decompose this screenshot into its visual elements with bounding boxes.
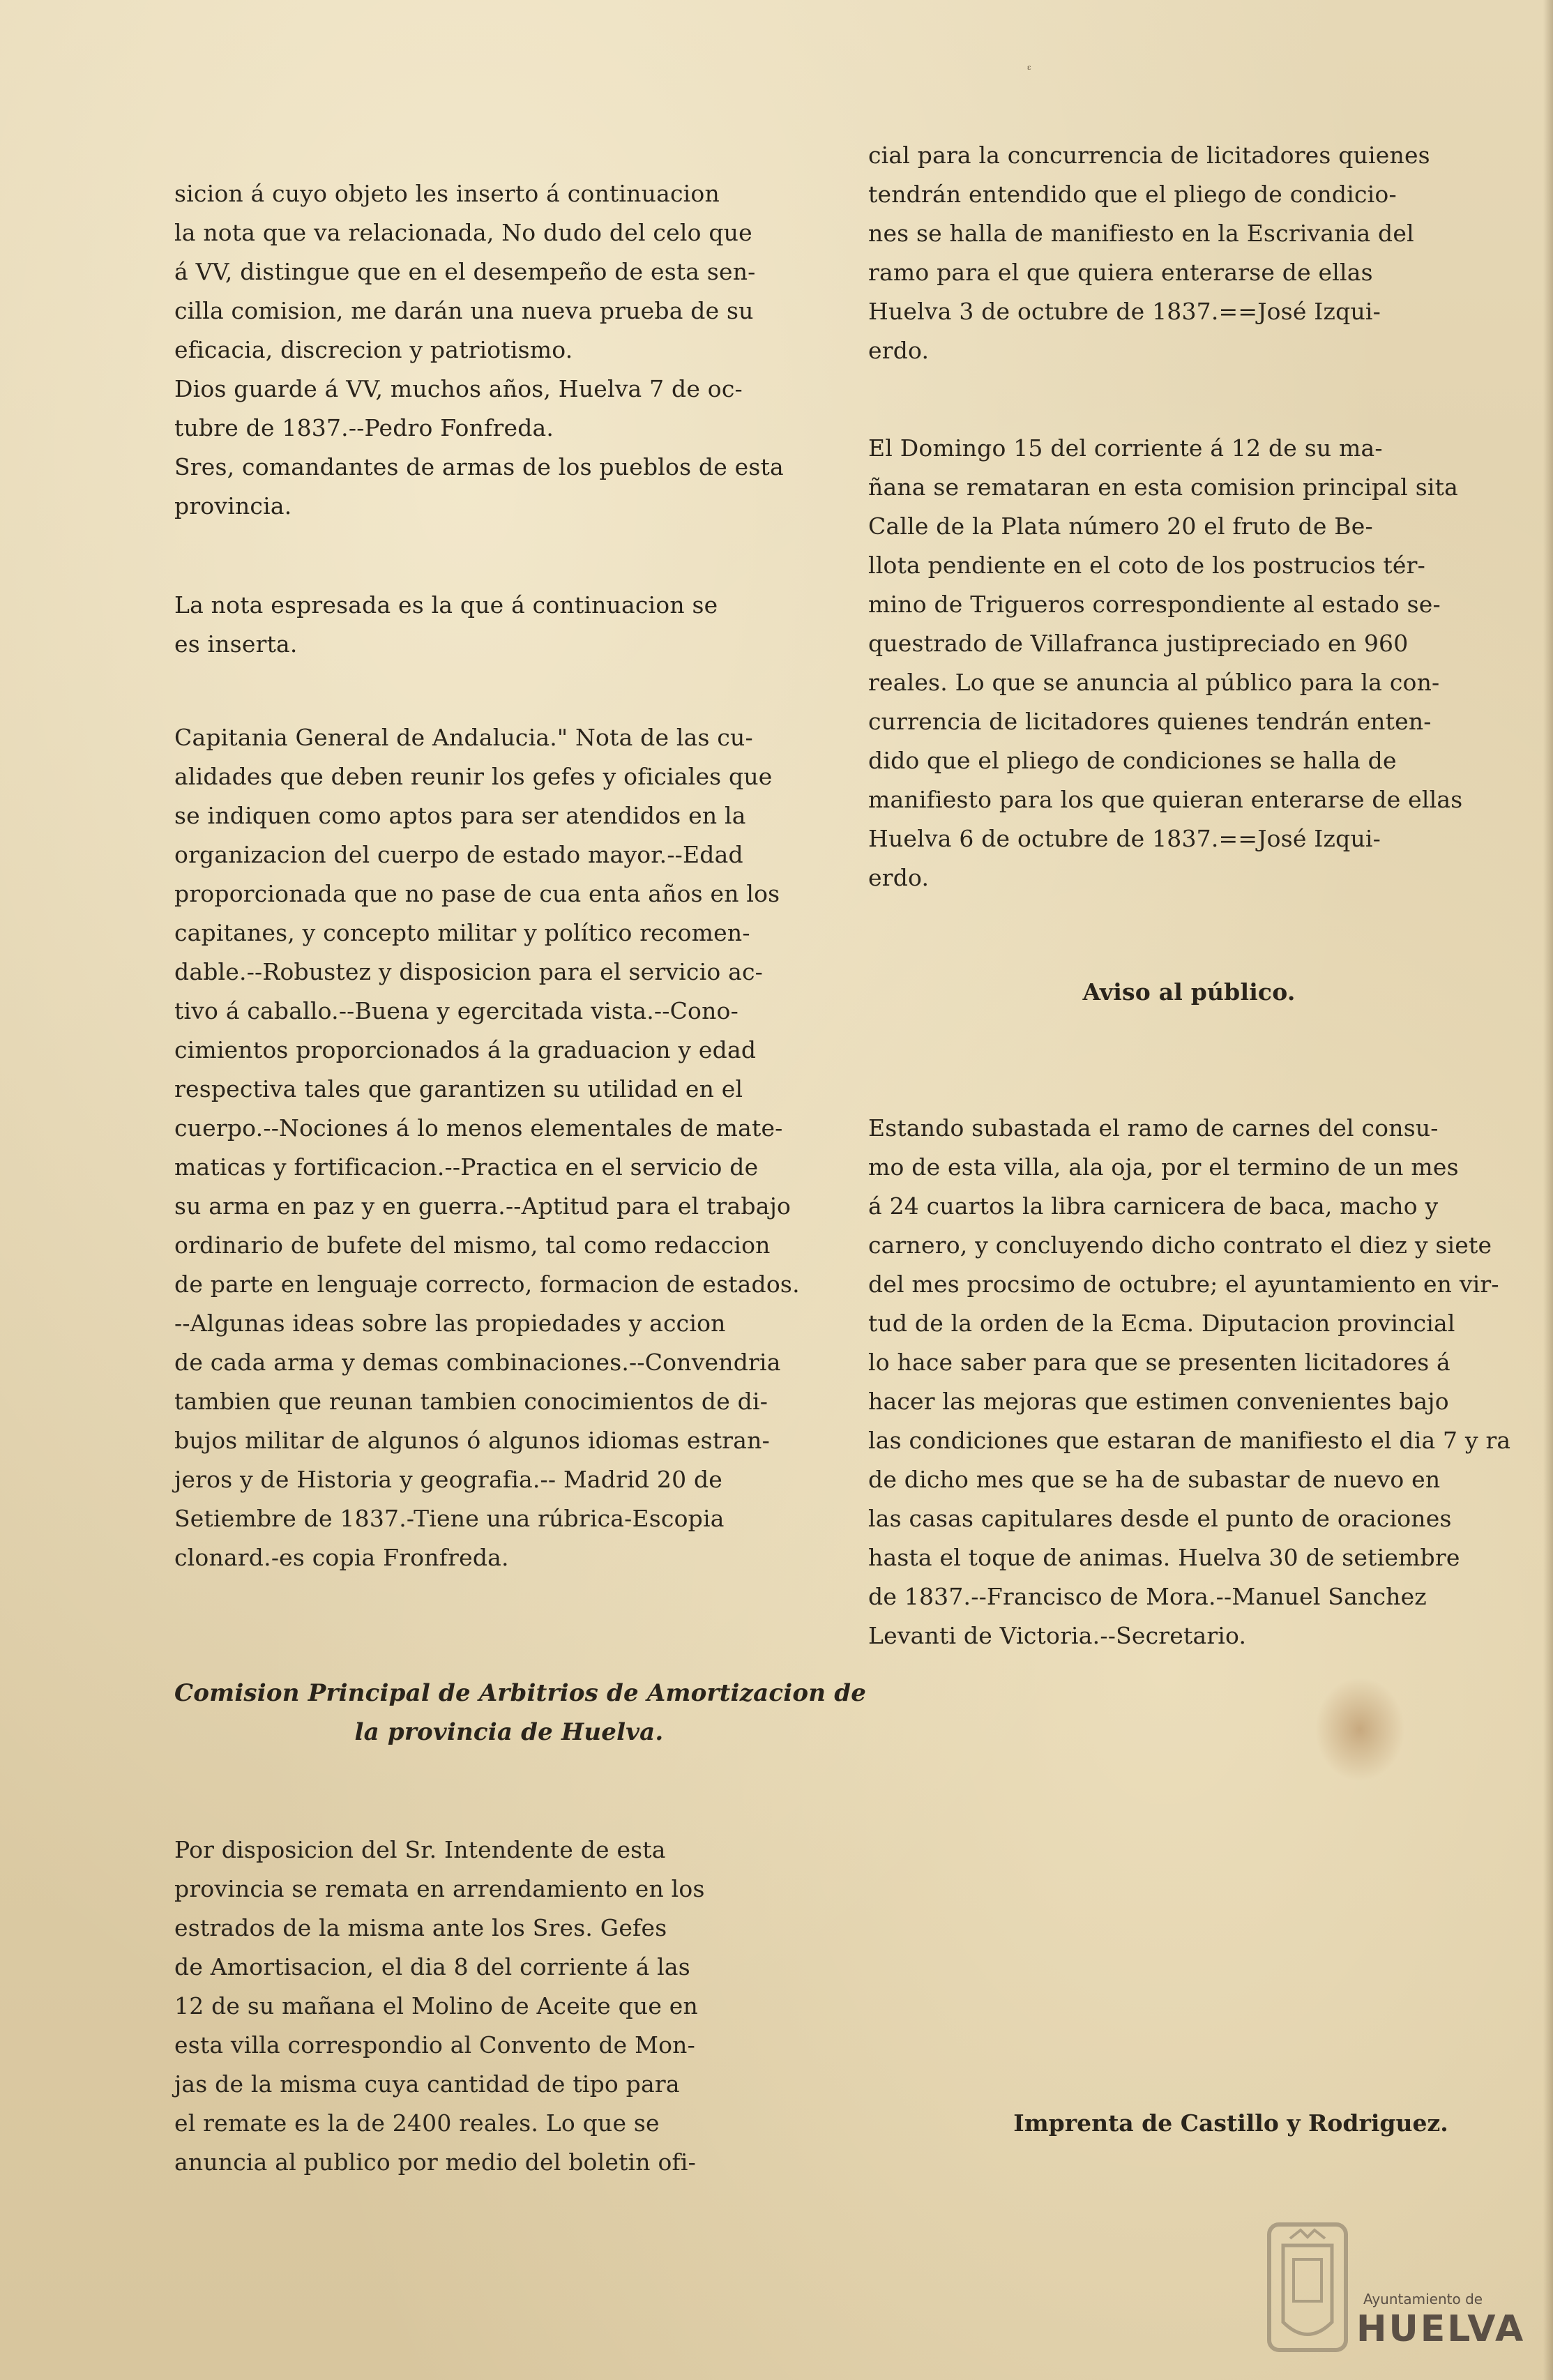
text-line: respectiva tales que garantizen su utilidad en el (174, 1075, 743, 1102)
right-paragraph-3 (868, 1109, 1510, 1655)
text-line: del mes procsimo de octubre; el ayuntamiento en vir- (868, 1271, 1499, 1298)
text-line: las condiciones que estaran de manifiesto el dia 7 y ra (868, 1427, 1511, 1454)
text-line: de dicho mes que se ha de subastar de nuevo en (868, 1466, 1441, 1493)
text-line: provincia se remata en arrendamiento en los (174, 1875, 705, 1902)
section-heading: Comision Principal de Arbitrios de Amortizacion de (174, 1679, 867, 1707)
text-line: la nota que va relacionada, No dudo del celo que (174, 219, 752, 246)
text-line: Levanti de Victoria.--Secretario. (868, 1622, 1247, 1649)
text-line: provincia. (174, 492, 292, 520)
text-line: currencia de licitadores quienes tendrán enten- (868, 708, 1432, 735)
text-line: nes se halla de manifiesto en la Escrivania del (868, 220, 1414, 247)
text-line: La nota espresada es la que á continuacion se (174, 591, 718, 619)
text-line: ramo para el que quiera enterarse de ellas (868, 259, 1373, 286)
text-line: carnero, y concluyendo dicho contrato el diez y siete (868, 1231, 1492, 1259)
text-line: sicion á cuyo objeto les inserto á continuacion (174, 180, 720, 207)
section-heading: la provincia de Huelva. (354, 1718, 664, 1746)
text-line: á VV, distingue que en el desempeño de esta sen- (174, 258, 756, 285)
text-line: llota pendiente en el coto de los postrucios tér- (868, 552, 1425, 579)
text-line: dido que el pliego de condiciones se halla de (868, 747, 1397, 774)
text-line: cuerpo.--Nociones á lo menos elementales de mate- (174, 1114, 783, 1142)
left-paragraph-1 (174, 174, 844, 526)
text-line: hacer las mejoras que estimen convenientes bajo (868, 1388, 1449, 1415)
text-line: mo de esta villa, ala oja, por el termino de un mes (868, 1153, 1459, 1181)
text-line: Por disposicion del Sr. Intendente de esta (174, 1836, 666, 1863)
text-line: anuncia al publico por medio del boletin ofi- (174, 2148, 697, 2176)
text-line: manifiesto para los que quieran enterarse de ellas (868, 786, 1463, 813)
text-line: alidades que deben reunir los gefes y oficiales que (174, 763, 773, 790)
left-paragraph-4 (174, 1831, 844, 2182)
text-line: proporcionada que no pase de cua enta años en los (174, 880, 780, 907)
text-line: dable.--Robustez y disposicion para el servicio ac- (174, 958, 764, 985)
text-line: Calle de la Plata número 20 el fruto de Be- (868, 513, 1373, 540)
text-line: clonard.-es copia Fronfreda. (174, 1544, 509, 1571)
text-line: cilla comision, me darán una nueva prueba de su (174, 297, 754, 324)
printer-imprint: Imprenta de Castillo y Rodriguez. (1013, 2109, 1448, 2137)
right-heading (868, 973, 1510, 1012)
left-heading (174, 1674, 867, 1752)
logo-name: HUELVA (1356, 2308, 1526, 2350)
text-line: organizacion del cuerpo de estado mayor.--Edad (174, 841, 743, 868)
text-line: tud de la orden de la Ecma. Diputacion provincial (868, 1310, 1455, 1337)
text-line: Dios guarde á VV, muchos años, Huelva 7 de oc- (174, 375, 743, 402)
text-line: hasta el toque de animas. Huelva 30 de setiembre (868, 1544, 1460, 1571)
text-line: jas de la misma cuya cantidad de tipo para (174, 2070, 680, 2098)
left-paragraph-3 (174, 718, 844, 1577)
text-line: 12 de su mañana el Molino de Aceite que en (174, 1992, 698, 2019)
text-line: Capitania General de Andalucia." Nota de las cu- (174, 724, 753, 751)
right-paragraph-2 (868, 429, 1510, 897)
text-line: mino de Trigueros correspondiente al estado se- (868, 591, 1441, 618)
text-line: lo hace saber para que se presenten licitadores á (868, 1349, 1450, 1376)
text-line: cimientos proporcionados á la graduacion y edad (174, 1036, 757, 1063)
text-line: erdo. (868, 337, 930, 364)
text-line: ordinario de bufete del mismo, tal como redaccion (174, 1231, 771, 1259)
section-heading: Aviso al público. (1082, 978, 1296, 1006)
text-line: questrado de Villafranca justipreciado en 960 (868, 630, 1409, 657)
text-line: jeros y de Historia y geografia.-- Madrid 20 de (174, 1466, 723, 1493)
text-line: esta villa correspondio al Convento de Mon- (174, 2031, 695, 2059)
left-paragraph-2 (174, 586, 844, 664)
text-line: es inserta. (174, 630, 298, 658)
text-line: cial para la concurrencia de licitadores quienes (868, 142, 1430, 169)
text-line: se indiquen como aptos para ser atendidos en la (174, 802, 746, 829)
text-line: Estando subastada el ramo de carnes del consu- (868, 1114, 1439, 1142)
text-line: --Algunas ideas sobre las propiedades y accion (174, 1310, 726, 1337)
text-line: capitanes, y concepto militar y político recomen- (174, 919, 750, 946)
text-line: reales. Lo que se anuncia al público para la con- (868, 669, 1440, 696)
page-edge (1543, 0, 1553, 2380)
paper-stain (1315, 1677, 1405, 1782)
text-line: las casas capitulares desde el punto de oraciones (868, 1505, 1452, 1532)
text-line: tivo á caballo.--Buena y egercitada vista.--Cono- (174, 997, 738, 1024)
text-line: tendrán entendido que el pliego de condicio- (868, 181, 1397, 208)
page-mark: ᵋ (1027, 63, 1032, 77)
text-line: bujos militar de algunos ó algunos idiomas estran- (174, 1427, 770, 1454)
text-line: Huelva 6 de octubre de 1837.==José Izqui- (868, 825, 1381, 852)
text-line: El Domingo 15 del corriente á 12 de su ma- (868, 434, 1383, 462)
logo-subtitle: Ayuntamiento de (1363, 2291, 1483, 2307)
text-line: de 1837.--Francisco de Mora.--Manuel Sanchez (868, 1583, 1427, 1610)
text-line: ñana se remataran en esta comision principal sita (868, 473, 1458, 501)
text-line: maticas y fortificacion.--Practica en el servicio de (174, 1153, 759, 1181)
text-line: de Amortisacion, el dia 8 del corriente á las (174, 1953, 690, 1980)
text-line: estrados de la misma ante los Sres. Gefes (174, 1914, 667, 1941)
text-line: su arma en paz y en guerra.--Aptitud para el trabajo (174, 1192, 791, 1220)
right-paragraph-1 (868, 136, 1510, 370)
text-line: Huelva 3 de octubre de 1837.==José Izqui- (868, 298, 1381, 325)
text-line: á 24 cuartos la libra carnicera de baca, macho y (868, 1192, 1439, 1220)
text-line: Setiembre de 1837.-Tiene una rúbrica-Escopia (174, 1505, 725, 1532)
text-line: de parte en lenguaje correcto, formacion de estados. (174, 1271, 800, 1298)
text-line: erdo. (868, 864, 930, 891)
text-line: Sres, comandantes de armas de los pueblos de esta (174, 453, 784, 480)
text-line: tubre de 1837.--Pedro Fonfreda. (174, 414, 554, 441)
text-line: de cada arma y demas combinaciones.--Convendria (174, 1349, 781, 1376)
text-line: eficacia, discrecion y patriotismo. (174, 336, 573, 363)
text-line: el remate es la de 2400 reales. Lo que se (174, 2109, 660, 2137)
text-line: tambien que reunan tambien conocimientos de di- (174, 1388, 768, 1415)
